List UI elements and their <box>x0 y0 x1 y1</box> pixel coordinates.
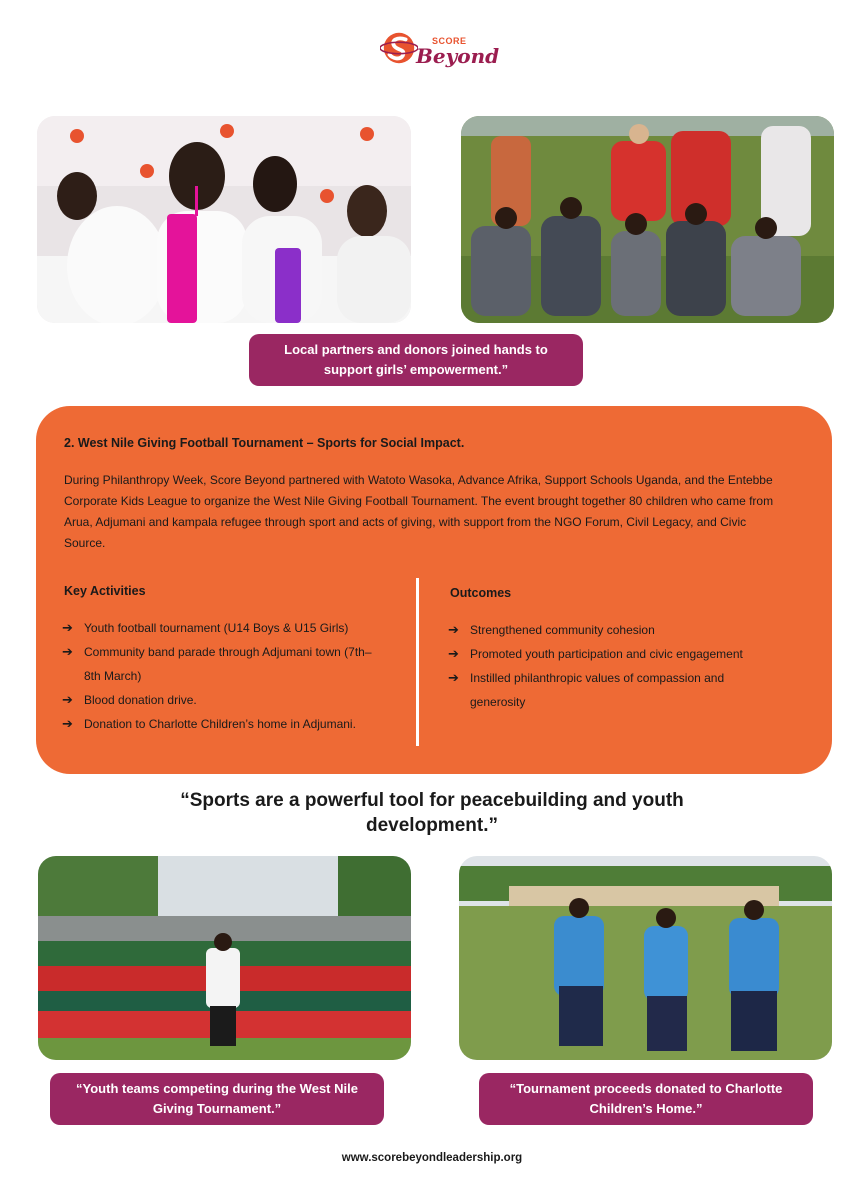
list-item: ➔ Donation to Charlotte Children’s home in Adjumani. <box>62 712 382 736</box>
photo-girls-uniforms <box>459 856 832 1060</box>
list-item: ➔ Community band parade through Adjumani town (7th–8th March) <box>62 640 382 688</box>
list-item: ➔ Promoted youth participation and civic engagement <box>448 642 788 666</box>
list-item: ➔ Youth football tournament (U14 Boys & U15 Girls) <box>62 616 382 640</box>
key-activities-heading: Key Activities <box>64 584 146 598</box>
arrow-right-icon: ➔ <box>62 644 73 659</box>
arrow-right-icon: ➔ <box>448 622 459 637</box>
arrow-right-icon: ➔ <box>448 646 459 661</box>
key-activities-list <box>62 616 382 736</box>
column-divider <box>416 578 419 746</box>
footer-url[interactable]: www.scorebeyondleadership.org <box>341 1152 523 1164</box>
arrow-right-icon: ➔ <box>448 670 459 685</box>
brand-name: Beyond <box>416 44 500 68</box>
outcomes-heading: Outcomes <box>450 586 512 600</box>
photo-girls-event <box>37 116 411 323</box>
list-item: ➔ Instilled philanthropic values of compassion and generosity <box>448 666 748 714</box>
outcomes-list <box>448 618 788 714</box>
brand-logo <box>380 26 500 74</box>
arrow-right-icon: ➔ <box>62 692 73 707</box>
list-item: ➔ Strengthened community cohesion <box>448 618 788 642</box>
arrow-right-icon: ➔ <box>62 620 73 635</box>
section-body: During Philanthropy Week, Score Beyond partnered with Watoto Wasoka, Advance Afrika, Support Schools Uganda, and the Entebbe Corporate Kids League to organize the West Nile Giving Football Tournament. The event brought together 80 children who came from Arua, Adjumani and kampala refugee through sport and acts of giving, with support from the NGO Forum, Civil Legacy, and Civic Source. <box>64 473 774 550</box>
score-beyond-logo-icon <box>380 28 418 68</box>
caption-youth-teams: “Youth teams competing during the West Nile Giving Tournament.” <box>50 1073 384 1125</box>
photo-children-field <box>461 116 834 323</box>
tournament-section <box>36 406 832 774</box>
photo-youth-teams <box>38 856 411 1060</box>
list-item: ➔ Blood donation drive. <box>62 688 382 712</box>
caption-tournament-proceeds: “Tournament proceeds donated to Charlotte Children’s Home.” <box>479 1073 813 1125</box>
section-title: 2. West Nile Giving Football Tournament – Sports for Social Impact. <box>64 436 465 450</box>
brand-small-text: SCORE <box>432 36 467 46</box>
arrow-right-icon: ➔ <box>62 716 73 731</box>
caption-girls-empowerment: Local partners and donors joined hands to support girls’ empowerment.” <box>249 334 583 386</box>
pull-quote: “Sports are a powerful tool for peacebuilding and youth development.” <box>180 790 684 836</box>
